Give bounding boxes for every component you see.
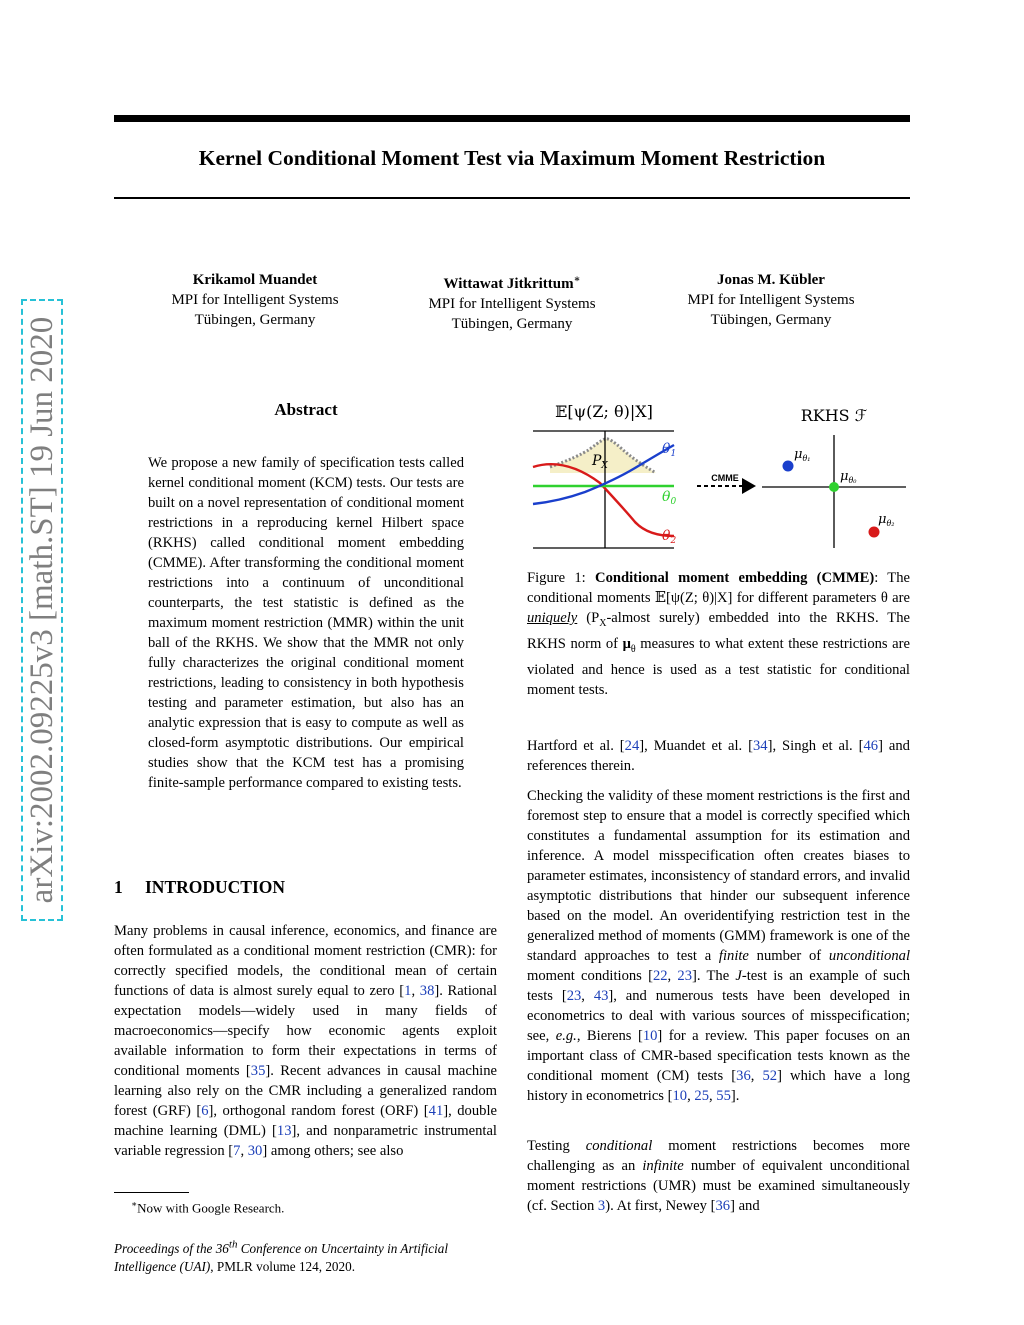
- citation-link[interactable]: 24: [624, 738, 640, 754]
- citation-link[interactable]: 36: [736, 1068, 751, 1084]
- abstract-text: We propose a new family of specification tests called kernel conditional moment (KCM) tests. Our tests are built on a novel representation of conditional moment restrictions in a reproducing kernel Hilbert space (RKHS) called conditional moment embedding (CMME). After transforming the conditional moment restrictions into a continuum of unconditional counterparts, the test statistic is defined as the maximum moment restriction (MMR) within the unit ball of the RKHS. We show that the MMR not only fully characterizes the original conditional moment restrictions, leading to consistency in both hypothesis testing and parameter estimation, but also has an analytic expression that is easy to compute as well as closed-form asymptotic distributions. Our empirical studies show that the KCM test has a promising finite-sample performance compared to existing tests.: [148, 455, 464, 791]
- citation-link[interactable]: 46: [863, 738, 879, 754]
- theta1-label: $\theta_1$: [662, 441, 677, 459]
- author-name: Krikamol Muandet: [192, 272, 318, 288]
- footnote-marker[interactable]: ∗: [573, 274, 581, 285]
- title-rule-top: [114, 115, 910, 122]
- mu-theta1-point: [783, 461, 794, 472]
- author-affiliation: MPI for Intelligent Systems: [687, 292, 855, 308]
- paragraph-hartford: Hartford et al. [24], Muandet et al. [34], Singh et al. [46] and references therein.: [527, 738, 910, 774]
- title-rule-bottom: [114, 197, 910, 199]
- citation-link[interactable]: 30: [247, 1143, 263, 1159]
- citation-link[interactable]: 10: [642, 1028, 658, 1044]
- citation-link[interactable]: 38: [419, 983, 435, 999]
- author-location: Tübingen, Germany: [710, 312, 832, 328]
- mu-theta2-point: [869, 527, 880, 538]
- figure-caption: Figure 1: Conditional moment embedding (CMME): The conditional moments 𝔼[ψ(Z; θ)|X] for different parameters θ are uniquely ($P_X$-almost surely) embedded into the RKHS. The RKHS norm of $\mu_\theta$ measures to what extent these restrictions are violated and hence is used as a test statistic for conditional moment tests.: [527, 570, 910, 698]
- section-number: 1: [114, 877, 123, 897]
- citation-link[interactable]: 36: [715, 1198, 731, 1214]
- citation-link[interactable]: 43: [593, 988, 609, 1004]
- proceedings-note: Proceedings of the 36th Conference on Uncertainty in Artificial Intelligence (UAI), PMLR volume 124, 2020.: [114, 1239, 449, 1275]
- theta2-label: $\theta_2$: [662, 528, 677, 546]
- section-link[interactable]: 3: [597, 1198, 606, 1214]
- author-name: Jonas M. Kübler: [717, 272, 825, 288]
- mu-theta2-label: $\mu_{\theta_2}$: [878, 512, 895, 528]
- px-label: $P_X$: [592, 453, 608, 471]
- author-affiliation: MPI for Intelligent Systems: [428, 296, 596, 312]
- citation-link[interactable]: 22: [652, 968, 668, 984]
- citation-link[interactable]: 1: [404, 983, 412, 999]
- citation-link[interactable]: 13: [276, 1123, 292, 1139]
- mu-theta1-label: $\mu_{\theta_1}$: [794, 447, 811, 463]
- author-block-1: [135, 270, 375, 330]
- author-affiliation: MPI for Intelligent Systems: [171, 292, 339, 308]
- citation-link[interactable]: 23: [566, 988, 582, 1004]
- theta0-label: $\theta_0$: [662, 489, 677, 507]
- footnote: ∗Now with Google Research.: [131, 1199, 285, 1216]
- author-location: Tübingen, Germany: [451, 316, 573, 332]
- rkhs-label: RKHS ℱ: [800, 406, 868, 425]
- author-location: Tübingen, Germany: [194, 312, 316, 328]
- paragraph-checking: Checking the validity of these moment restrictions is the first and foremost step to ensure that a model is correctly specified which constitutes a fundamental assumption for its estimation and inference. A model misspecification often creates biases to parameter estimates, inconsistency of standard errors, and invalid asymptotic distributions that hinder our subsequent inference based on the model. An overidentifying restriction test in the generalized method of moments (GMM) framework is one of the standard approaches to test a finite number of unconditional moment conditions [22, 23]. The J-test is an example of such tests [23, 43], and numerous tests have been developed in econometrics to deal with various sources of misspecification; see, e.g., Bierens [10] for a review. This paper focuses on an important class of CMR-based specification tests known as the conditional moment (CM) tests [36, 52] which have a long history in econometrics [10, 25, 55].: [527, 788, 911, 1104]
- citation-link[interactable]: 23: [677, 968, 693, 984]
- citation-link[interactable]: 35: [250, 1063, 266, 1079]
- paper-title: Kernel Conditional Moment Test via Maximum Moment Restriction: [198, 146, 826, 170]
- citation-link[interactable]: 52: [762, 1068, 778, 1084]
- mu-theta0-point: [829, 482, 839, 492]
- citation-link[interactable]: 25: [694, 1088, 709, 1104]
- figure-cmme: [520, 395, 910, 560]
- citation-link[interactable]: 10: [672, 1088, 688, 1104]
- citation-link[interactable]: 41: [428, 1103, 444, 1119]
- citation-link[interactable]: 7: [233, 1143, 241, 1159]
- author-block-3: [651, 270, 891, 330]
- citation-link[interactable]: 6: [201, 1103, 209, 1119]
- section-title: INTRODUCTION: [145, 877, 286, 897]
- conditional-moment-label: 𝔼[ψ(Z; θ)|X]: [555, 402, 653, 421]
- cmme-arrow-label: CMME: [711, 473, 739, 483]
- mu-theta0-label: $\mu_{\theta_0}$: [840, 469, 857, 485]
- author-block-2: [392, 270, 632, 334]
- abstract-heading: Abstract: [274, 400, 338, 419]
- author-name: Wittawat Jitkrittum∗: [443, 274, 581, 292]
- intro-paragraph: Many problems in causal inference, economics, and finance are often formulated as a conditional moment restriction (CMR): for correctly specified models, the conditional mean of certain functions of data is almost surely equal to zero [1, 38]. Rational expectation models—widely used in many fields of macroeconomics—specify how economic agents exploit available information to form their expectations in terms of conditional moments [35]. Recent advances in causal machine learning also rely on the CMR including a generalized random forest (GRF) [6], orthogonal random forest (ORF) [41], double machine learning (DML) [13], and nonparametric instrumental variable regression [7, 30] among others; see also: [114, 923, 497, 1159]
- citation-link[interactable]: 55: [716, 1088, 731, 1104]
- arxiv-identifier[interactable]: arXiv:2002.09225v3 [math.ST] 19 Jun 2020: [22, 300, 62, 920]
- paragraph-testing: Testing conditional moment restrictions becomes more challenging as an infinite number of equivalent unconditional moment restrictions (UMR) must be examined simultaneously (cf. Section 3). At first, Newey [36] and: [527, 1138, 910, 1214]
- footnote-rule: [114, 1192, 189, 1193]
- section-heading: [114, 877, 285, 898]
- citation-link[interactable]: 34: [752, 738, 768, 754]
